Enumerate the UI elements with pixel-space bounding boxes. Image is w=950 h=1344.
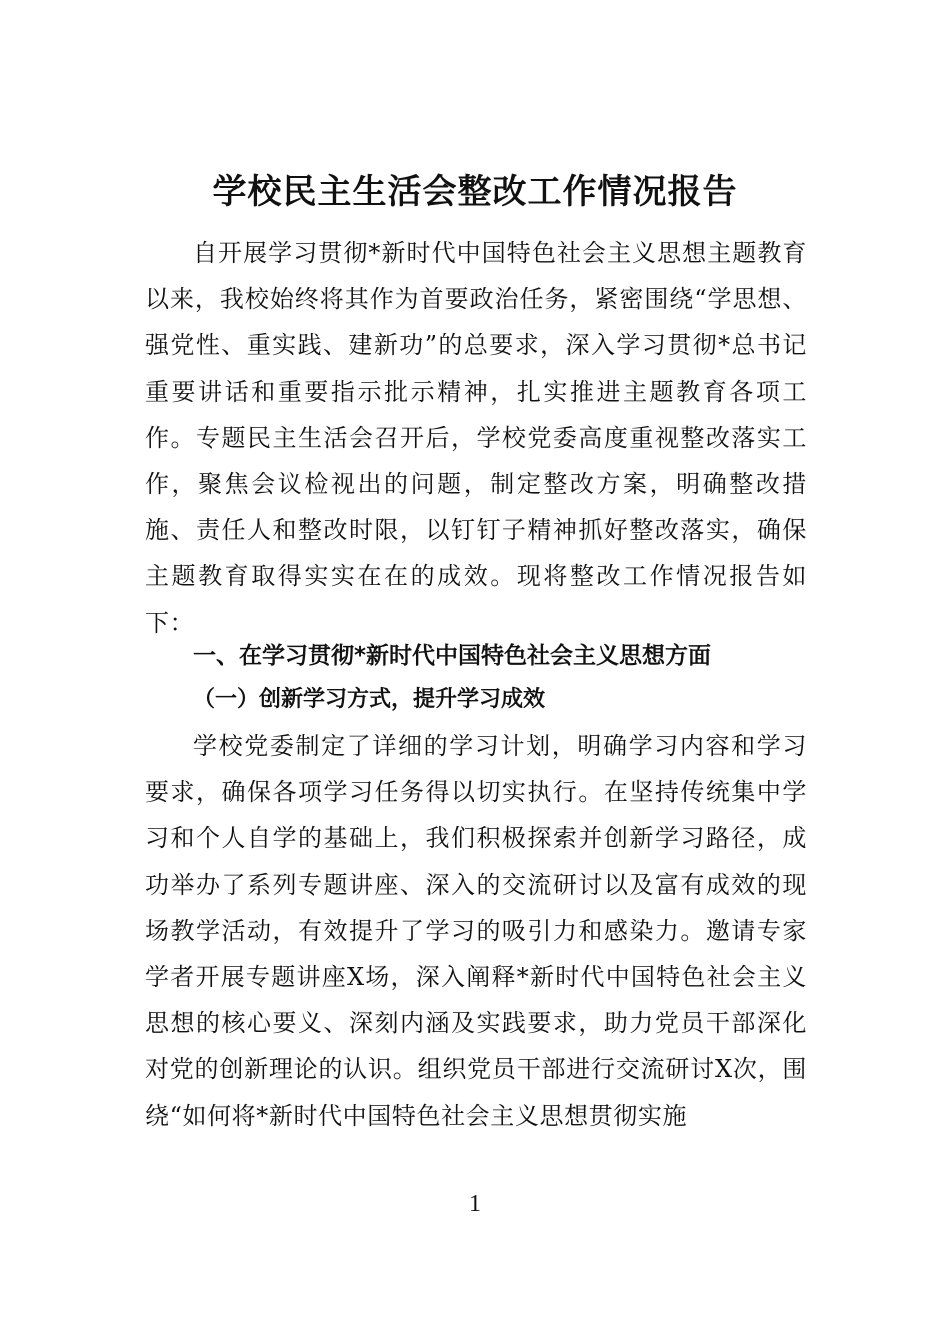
subsection-heading-1: （一）创新学习方式，提升学习成效 [193,686,546,712]
intro-paragraph: 自开展学习贯彻*新时代中国特色社会主义思想主题教育以来，我校始终将其作为首要政治任务，紧密围绕“学思想、强党性、重实践、建新功”的总要求，深入学习贯彻*总书记重要讲话和重要指示批示精神，扎实推进主题教育各项工作。专题民主生活会召开后，学校党委高度重视整改落实工作，聚焦会议检视出的问题，制定整改方案，明确整改措施、责任人和整改时限，以钉钉子精神抓好整改落实，确保主题教育取得实实在在的成效。现将整改工作情况报告如下： [145,239,807,637]
document-title: 学校民主生活会整改工作情况报告 [212,172,738,212]
body-paragraph-2: 学校党委制定了详细的学习计划，明确学习内容和学习要求，确保各项学习任务得以切实执行。在坚持传统集中学习和个人自学的基础上，我们积极探索并创新学习路径，成功举办了系列专题讲座、深入的交流研讨以及富有成效的现场教学活动，有效提升了学习的吸引力和感染力。邀请专家学者开展专题讲座X场，深入阐释*新时代中国特色社会主义思想的核心要义、深刻内涵及实践要求，助力党员干部深化对党的创新理论的认识。组织党员干部进行交流研讨X次，围绕“如何将*新时代中国特色社会主义思想贯彻实施 [145,732,807,1130]
page-number: 1 [469,1191,481,1217]
section-heading-1: 一、在学习贯彻*新时代中国特色社会主义思想方面 [193,643,712,669]
